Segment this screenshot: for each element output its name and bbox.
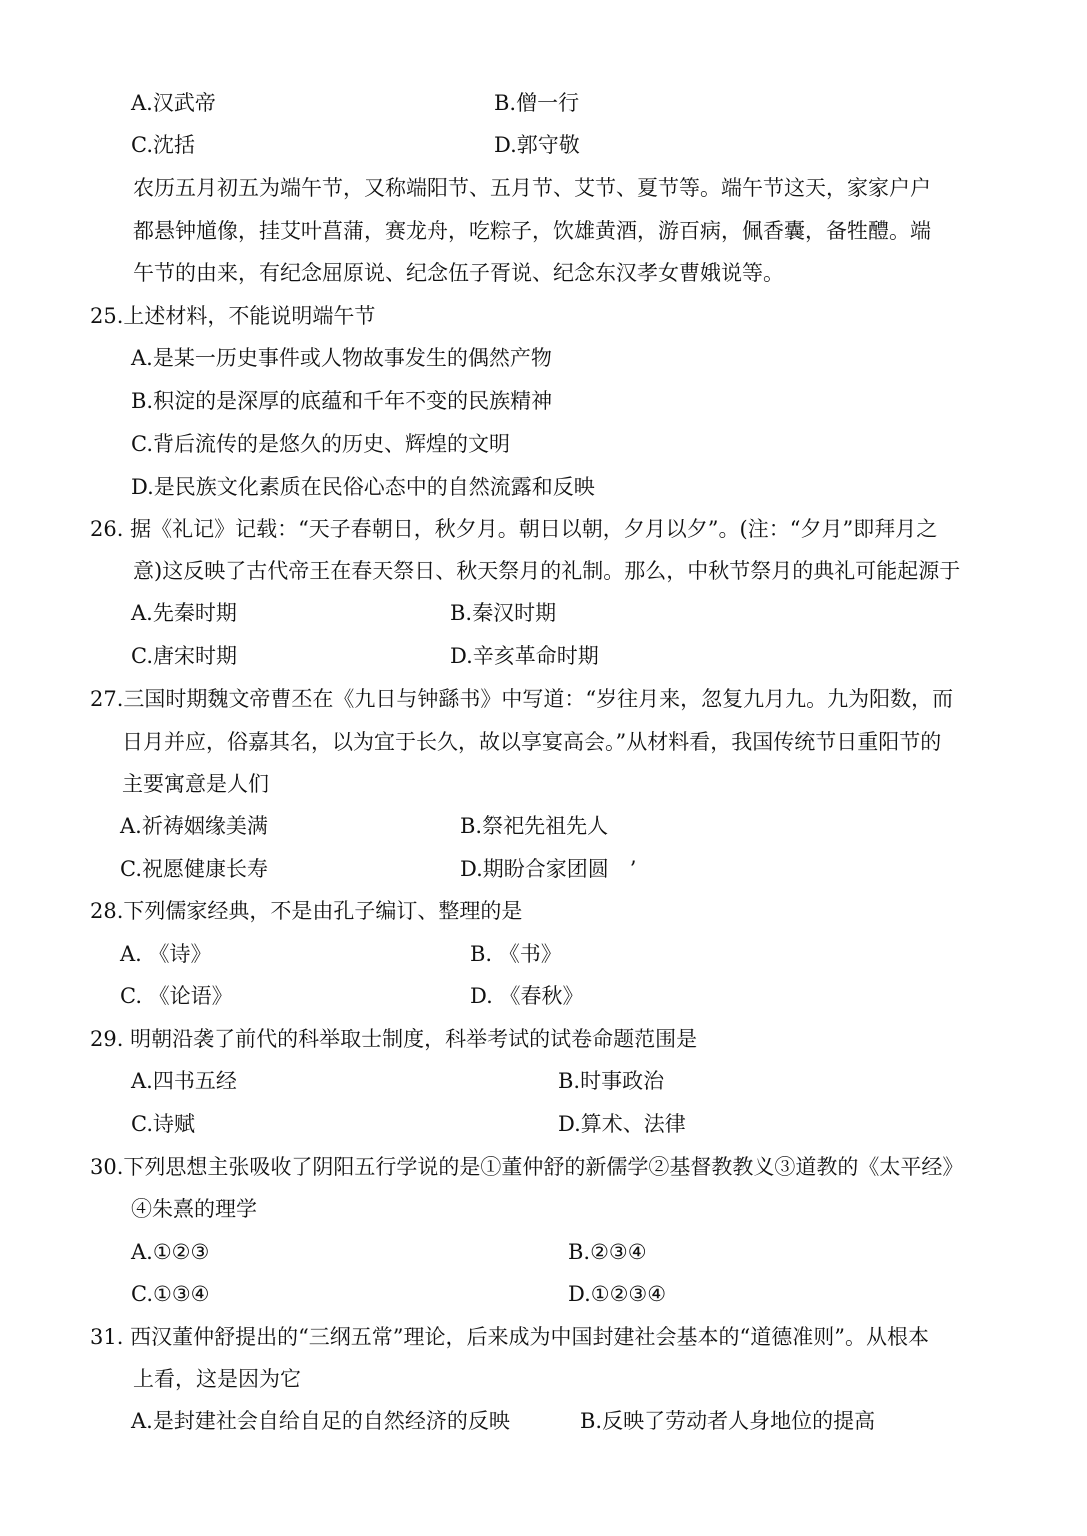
q25-stem: 25.上述材料，不能说明端午节 <box>90 304 376 328</box>
q27-stem-line-3: 主要寓意是人们 <box>122 772 269 796</box>
q24-option-a: A.汉武帝 <box>131 91 216 115</box>
q25-option-d: D.是民族文化素质在民俗心态中的自然流露和反映 <box>131 475 595 499</box>
q28-option-c: C. 《论语》 <box>120 984 233 1008</box>
q26-stem-line-1: 26. 据《礼记》记载：“天子春朝日，秋夕月。朝日以朝，夕月以夕”。(注：“夕月”即拜月之 <box>90 517 938 541</box>
q28-option-a: A. 《诗》 <box>120 942 212 966</box>
q25-option-a: A.是某一历史事件或人物故事发生的偶然产物 <box>131 346 552 370</box>
q30-stem-line-1: 30.下列思想主张吸收了阴阳五行学说的是①董仲舒的新儒学②基督教教义③道教的《太平经》 <box>90 1155 964 1179</box>
q29-option-b: B.时事政治 <box>558 1069 665 1093</box>
q31-stem-line-2: 上看，这是因为它 <box>133 1367 301 1391</box>
q28-option-b: B. 《书》 <box>470 942 562 966</box>
q31-option-b: B.反映了劳动者人身地位的提高 <box>580 1409 876 1433</box>
q26-option-a: A.先秦时期 <box>131 601 237 625</box>
q29-option-d: D.算术、法律 <box>558 1112 686 1136</box>
q27-stem-line-1: 27.三国时期魏文帝曹丕在《九日与钟繇书》中写道：“岁往月来，忽复九月九。九为阳数，而 <box>90 687 954 711</box>
q30-option-a: A.①②③ <box>131 1240 210 1264</box>
material-line-2: 都悬钟馗像，挂艾叶菖蒲，赛龙舟，吃粽子，饮雄黄酒，游百病，佩香囊，备牲醴。端 <box>133 219 931 243</box>
q25-option-b: B.积淀的是深厚的底蕴和千年不变的民族精神 <box>131 389 553 413</box>
q30-option-b: B.②③④ <box>568 1240 647 1264</box>
q27-option-a: A.祈祷姻缘美满 <box>120 814 268 838</box>
q29-stem: 29. 明朝沿袭了前代的科举取士制度，科举考试的试卷命题范围是 <box>90 1027 698 1051</box>
q26-option-b: B.秦汉时期 <box>450 601 557 625</box>
q31-stem-line-1: 31. 西汉董仲舒提出的“三纲五常”理论，后来成为中国封建社会基本的“道德准则”。从根本 <box>90 1325 930 1349</box>
q26-option-d: D.辛亥革命时期 <box>450 644 599 668</box>
material-line-1: 农历五月初五为端午节，又称端阳节、五月节、艾节、夏节等。端午节这天，家家户户 <box>133 176 931 200</box>
q26-stem-line-2: 意)这反映了古代帝王在春天祭日、秋天祭月的礼制。那么，中秋节祭月的典礼可能起源于 <box>133 559 961 583</box>
q27-option-c: C.祝愿健康长寿 <box>120 857 268 881</box>
q31-option-a: A.是封建社会自给自足的自然经济的反映 <box>131 1409 510 1433</box>
q29-option-c: C.诗赋 <box>131 1112 195 1136</box>
q24-option-c: C.沈括 <box>131 133 195 157</box>
q24-option-b: B.僧一行 <box>494 91 580 115</box>
q27-stem-line-2: 日月并应，俗嘉其名，以为宜于长久，故以享宴高会。”从材料看，我国传统节日重阳节的 <box>122 730 942 754</box>
q30-option-d: D.①②③④ <box>568 1282 667 1306</box>
q28-option-d: D. 《春秋》 <box>470 984 584 1008</box>
material-line-3: 午节的由来，有纪念屈原说、纪念伍子胥说、纪念东汉孝女曹娥说等。 <box>133 261 784 285</box>
q30-stem-line-2: ④朱熹的理学 <box>131 1197 257 1221</box>
q30-option-c: C.①③④ <box>131 1282 210 1306</box>
q24-option-d: D.郭守敬 <box>494 133 580 157</box>
q27-option-d: D.期盼合家团圆 ’ <box>460 857 637 881</box>
q25-option-c: C.背后流传的是悠久的历史、辉煌的文明 <box>131 432 510 456</box>
q28-stem: 28.下列儒家经典，不是由孔子编订、整理的是 <box>90 899 523 923</box>
q29-option-a: A.四书五经 <box>131 1069 237 1093</box>
q27-option-b: B.祭祀先祖先人 <box>460 814 609 838</box>
q26-option-c: C.唐宋时期 <box>131 644 237 668</box>
